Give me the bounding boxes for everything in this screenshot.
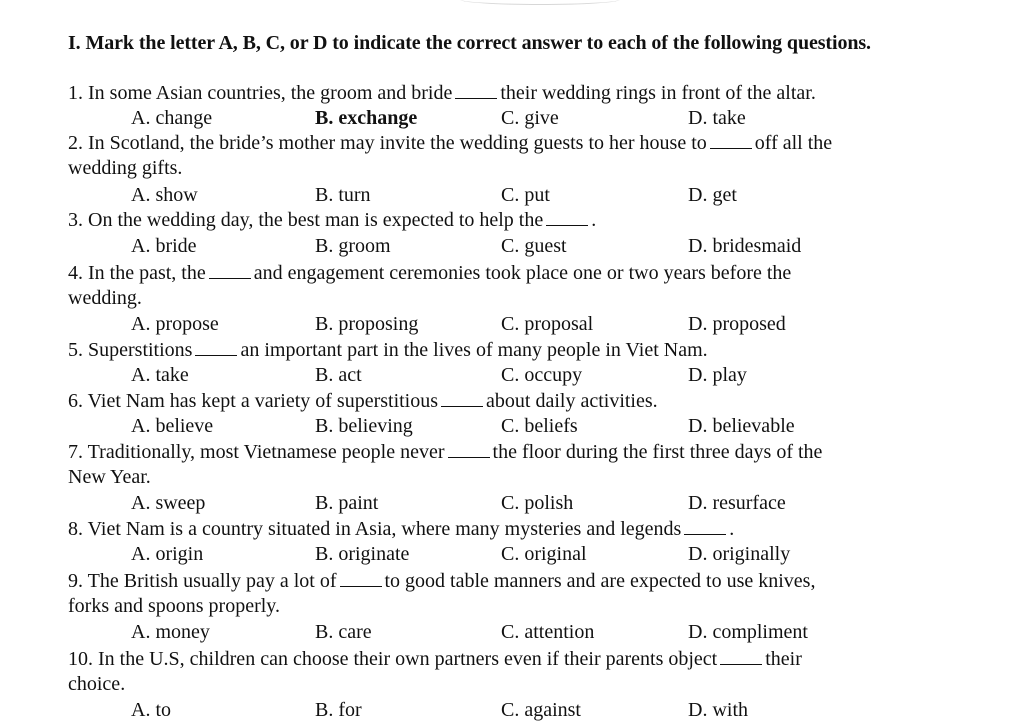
option-b: B. care [315, 621, 372, 643]
answer-blank [448, 441, 490, 458]
question-text: 4. In the past, the [68, 262, 206, 284]
option-b: B. believing [315, 415, 413, 437]
option-a: A. take [131, 364, 189, 386]
question-text: about daily activities. [486, 390, 658, 412]
option-d: D. with [688, 699, 748, 721]
question-text: 6. Viet Nam has kept a variety of superstitious [68, 390, 439, 412]
question-text: 2. In Scotland, the bride’s mother may invite the wedding guests to her house to [68, 132, 707, 154]
option-a: A. sweep [131, 492, 206, 514]
option-d: D. compliment [688, 621, 808, 643]
option-c: C. put [501, 184, 550, 206]
question-1 [68, 81, 816, 106]
option-a: A. propose [131, 313, 219, 335]
option-b: B. paint [315, 492, 379, 514]
question-text: 10. In the U.S, children can choose their own partners even if their parents object [68, 648, 718, 670]
option-c: C. attention [501, 621, 595, 643]
option-b: B. for [315, 699, 362, 721]
section-heading: I. Mark the letter A, B, C, or D to indicate the correct answer to each of the following questions. [68, 32, 871, 54]
question-text: an important part in the lives of many people in Viet Nam. [240, 339, 708, 361]
question-6 [68, 389, 658, 414]
option-a: A. money [131, 621, 210, 643]
option-b: B. act [315, 364, 362, 386]
question-10 [68, 647, 802, 672]
option-d: D. resurface [688, 492, 786, 514]
option-d: D. bridesmaid [688, 235, 802, 257]
option-c: C. beliefs [501, 415, 578, 437]
answer-blank [340, 570, 382, 587]
option-d: D. take [688, 107, 746, 129]
option-a: A. to [131, 699, 171, 721]
question-5 [68, 338, 708, 363]
answer-blank [546, 209, 588, 226]
question-text: their [765, 648, 802, 670]
answer-blank [209, 262, 251, 279]
question-text: their wedding rings in front of the altar. [500, 82, 816, 104]
option-a: A. bride [131, 235, 197, 257]
question-text: to good table manners and are expected to use knives, [384, 570, 816, 592]
option-a: A. change [131, 107, 213, 129]
question-9 [68, 569, 815, 594]
question-text: 9. The British usually pay a lot of [68, 570, 337, 592]
option-b-emphasized: B. exchange [315, 107, 418, 129]
option-c: C. guest [501, 235, 567, 257]
question-7-continued: New Year. [68, 466, 151, 488]
option-d: D. get [688, 184, 737, 206]
option-c: C. against [501, 699, 581, 721]
option-c: C. polish [501, 492, 574, 514]
question-3 [68, 208, 596, 233]
question-text: 7. Traditionally, most Vietnamese people never [68, 441, 445, 463]
question-text: . [591, 209, 597, 231]
option-b: B. originate [315, 543, 410, 565]
question-2 [68, 131, 832, 156]
option-a: A. believe [131, 415, 214, 437]
option-c: C. original [501, 543, 587, 565]
question-text: 5. Superstitions [68, 339, 193, 361]
question-7 [68, 440, 822, 465]
question-text: 1. In some Asian countries, the groom and bride [68, 82, 453, 104]
question-4 [68, 261, 791, 286]
option-b: B. turn [315, 184, 371, 206]
option-d: D. play [688, 364, 747, 386]
answer-blank [195, 339, 237, 356]
option-d: D. believable [688, 415, 795, 437]
question-text: and engagement ceremonies took place one or two years before the [253, 262, 792, 284]
question-8 [68, 517, 734, 542]
question-text: off all the [754, 132, 833, 154]
question-2-continued: wedding gifts. [68, 157, 183, 179]
question-4-continued: wedding. [68, 287, 142, 309]
question-text: 3. On the wedding day, the best man is expected to help the [68, 209, 544, 231]
question-text: . [729, 518, 735, 540]
answer-blank [710, 132, 752, 149]
question-text: 8. Viet Nam is a country situated in Asia, where many mysteries and legends [68, 518, 682, 540]
answer-blank [441, 390, 483, 407]
option-d: D. proposed [688, 313, 786, 335]
option-c: C. occupy [501, 364, 583, 386]
answer-blank [684, 518, 726, 535]
question-text: the floor during the first three days of the [492, 441, 823, 463]
option-a: A. show [131, 184, 198, 206]
option-b: B. groom [315, 235, 391, 257]
question-9-continued: forks and spoons properly. [68, 595, 281, 617]
option-b: B. proposing [315, 313, 419, 335]
scan-edge-mark [460, 0, 620, 5]
question-10-continued: choice. [68, 673, 126, 695]
answer-blank [720, 648, 762, 665]
answer-blank [455, 82, 497, 99]
option-c: C. proposal [501, 313, 594, 335]
option-d: D. originally [688, 543, 791, 565]
option-a: A. origin [131, 543, 204, 565]
option-c: C. give [501, 107, 559, 129]
